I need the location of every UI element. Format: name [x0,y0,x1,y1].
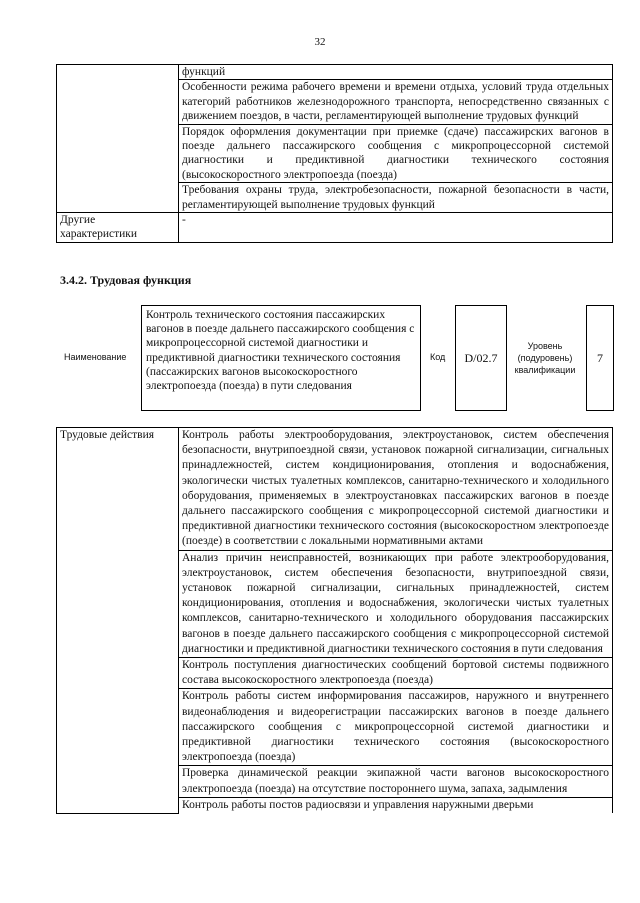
other-characteristics-label: Другие характеристики [57,213,179,243]
table-row: Особенности режима рабочего времени и времени отдыха, условий труда отдельных категорий работников железнодорожного транспорта, непосредственно связанных с движением поездов, в части, регламентирующей выполнение трудовых функций [179,80,613,124]
function-name-box: Контроль технического состояния пассажирских вагонов в поезде дальнего пассажирского сообщения с микропроцессорной системой диагностики и предиктивной диагностики технического состояния (пассажирских вагонов высокоскоростного электропоезда (поезда) в пути следования [141,305,421,411]
table-row: Анализ причин неисправностей, возникающих при работе электрооборудования, электроустановок, систем обеспечения безопасности, внутрипоездной связи, установок пожарной сигнализации, сигнальных принадлежностей, систем кондиционирования, отопления и водоснабжения, экологически чистых туалетных комплексов, санитарно-технического и холодильного оборудования пассажирских вагонов в поезде дальнего пассажирского сообщения с микропроцессорной системой диагностики и предиктивной диагностики технического состояния в пути следования [179,550,613,657]
table-label-cell-empty [57,65,179,213]
other-characteristics-value: - [179,213,613,243]
section-heading: 3.4.2. Трудовая функция [60,273,192,287]
table-row: Контроль работы систем информирования пассажиров, наружного и внутреннего видеонаблюдения и видеорегистрации пассажирских вагонов в поезде дальнего пассажирского сообщения с микропроцессорной системой диагностики и предиктивной диагностики технического состояния (высокоскоростного электропоезда (поезда) [179,689,613,766]
labor-actions-label: Трудовые действия [57,428,179,814]
name-label: Наименование [64,352,127,362]
page-number: 32 [314,36,326,48]
labor-actions-table [56,427,613,814]
qualification-level-box: 7 [586,305,614,411]
code-value-box: D/02.7 [455,305,507,411]
table-row: Контроль работы постов радиосвязи и управления наружными дверьми [179,797,613,813]
table-row: Требования охраны труда, электробезопасности, пожарной безопасности в части, регламентирующей выполнение трудовых функций [179,183,613,213]
table-row: Контроль поступления диагностических сообщений бортовой системы подвижного состава высокоскоростного электропоезда (поезда) [179,658,613,689]
table-row: Проверка динамической реакции экипажной части вагонов высокоскоростного электропоезда (поезда) на отсутствие постороннего шума, запаха, задымления [179,766,613,797]
qualification-level-label: Уровень (подуровень) квалификации [514,341,576,375]
table-row: Контроль работы электрооборудования, электроустановок, систем обеспечения безопасности, внутрипоездной связи, установок пожарной сигнализации, сигнальных принадлежностей, систем кондиционирования, отопления и водоснабжения, экологически чистых туалетных комплексов, санитарно-технического и холодильного оборудования, применяемых в электроустановках пассажирских вагонов в поезде дальнего пассажирского сообщения с микропроцессорной системой диагностики и предиктивной диагностики технического состояния (высокоскоростном электропоезде (поезде) в соответствии с локальными нормативными актами [179,428,613,551]
knowledge-table-continuation [56,64,613,243]
code-label: Код [430,352,446,362]
table-row: Порядок оформления документации при приемке (сдаче) пассажирских вагонов в поезде дальнего пассажирского сообщения с микропроцессорной системой диагностики и предиктивной диагностики технического состояния (высокоскоростного электропоезда (поезда) [179,124,613,183]
table-row: функций [179,65,613,80]
